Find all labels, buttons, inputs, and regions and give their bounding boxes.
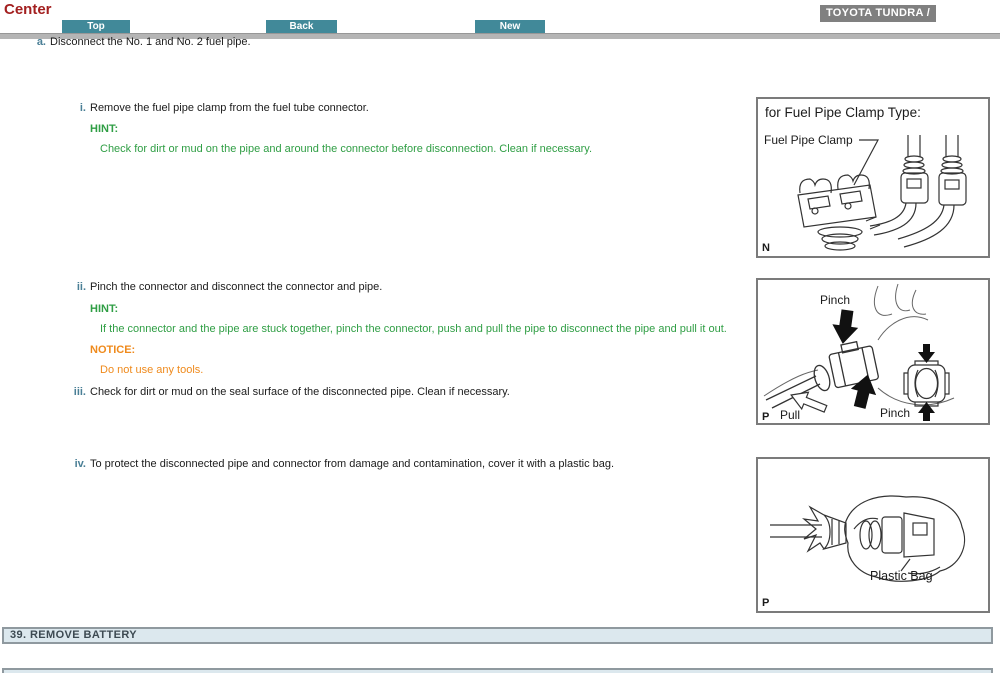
substep-i-text: Remove the fuel pipe clamp from the fuel tube connector. bbox=[90, 102, 369, 114]
figure3-corner-letter: P bbox=[762, 597, 770, 609]
new-button[interactable]: New bbox=[475, 20, 545, 33]
hint-label-1: HINT: bbox=[90, 123, 119, 135]
fuel-pipe-clamp-label: Fuel Pipe Clamp bbox=[764, 133, 853, 147]
figure-fuel-pipe-clamp bbox=[756, 97, 990, 258]
hint-text-1: Check for dirt or mud on the pipe and around the connector before disconnection. Clean if necessary. bbox=[100, 143, 593, 155]
substep-i bbox=[68, 102, 369, 114]
substep-iii-text: Check for dirt or mud on the seal surface of the disconnected pipe. Clean if necessary. bbox=[90, 386, 510, 398]
figure1-title: for Fuel Pipe Clamp Type: bbox=[765, 105, 921, 120]
back-button[interactable]: Back bbox=[266, 20, 337, 33]
figure1-corner-letter: N bbox=[762, 242, 770, 254]
plastic-bag-label: Plastic Bag bbox=[870, 569, 933, 583]
figure2-corner-letter: P bbox=[762, 411, 770, 423]
frame-title: Center bbox=[4, 1, 52, 18]
substep-iii-marker: iii. bbox=[73, 386, 86, 398]
notice-label: NOTICE: bbox=[90, 344, 136, 356]
pinch-bottom-label: Pinch bbox=[880, 406, 911, 420]
hint-text-2: If the connector and the pipe are stuck together, pinch the connector, push and pull the pipe to disconnect the pipe and pull it out. bbox=[100, 323, 727, 335]
next-section-bar-partial bbox=[2, 668, 993, 673]
notice-text: Do not use any tools. bbox=[100, 364, 204, 376]
figure-pinch-connector bbox=[756, 278, 990, 425]
substep-ii-text: Pinch the connector and disconnect the connector and pipe. bbox=[90, 281, 383, 293]
step-a-text: Disconnect the No. 1 and No. 2 fuel pipe. bbox=[50, 36, 251, 48]
pinch-connector-illustration bbox=[758, 280, 988, 423]
substep-i-marker: i. bbox=[79, 102, 86, 114]
top-button[interactable]: Top bbox=[62, 20, 130, 33]
substep-iv bbox=[68, 458, 614, 470]
step-a bbox=[34, 36, 251, 48]
pinch-top-label: Pinch bbox=[820, 293, 851, 307]
hint-label-2: HINT: bbox=[90, 303, 119, 315]
pull-label: Pull bbox=[780, 408, 801, 422]
figure-plastic-bag bbox=[756, 457, 990, 613]
vehicle-label[interactable]: TOYOTA TUNDRA / bbox=[820, 5, 936, 22]
section-header-remove-battery[interactable]: 39. REMOVE BATTERY bbox=[2, 627, 993, 644]
substep-iv-text: To protect the disconnected pipe and connector from damage and contamination, cover it with a plastic bag. bbox=[90, 458, 615, 470]
substep-ii bbox=[68, 281, 382, 293]
substep-iv-marker: iv. bbox=[74, 458, 86, 470]
substep-iii bbox=[68, 386, 510, 398]
fuel-pipe-clamp-illustration bbox=[758, 99, 988, 256]
step-a-marker: a. bbox=[36, 36, 46, 48]
substep-ii-marker: ii. bbox=[76, 281, 86, 293]
plastic-bag-illustration bbox=[758, 459, 988, 611]
